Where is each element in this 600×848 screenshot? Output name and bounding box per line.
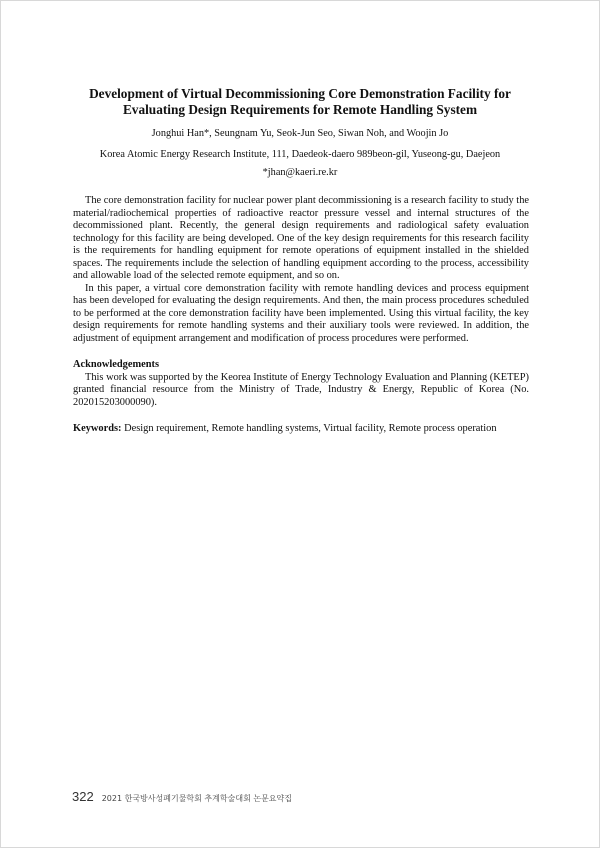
author-list: Jonghui Han*, Seungnam Yu, Seok-Jun Seo, Siwan Noh, and Woojin Jo — [151, 128, 449, 139]
keywords-text: Design requirement, Remote handling systems, Virtual facility, Remote process operation — [124, 423, 497, 434]
acknowledgements-text: This work was supported by the Keorea Institute of Energy Technology Evaluation and Planning (KETEP) granted financial resource from the Ministry of Trade, Industry & Energy, Republic of Korea (No. 202015203000090). — [73, 371, 529, 408]
paper-body — [73, 195, 529, 436]
affiliation: Korea Atomic Energy Research Institute, 111, Daedeok-daero 989beon-gil, Yuseong-gu, Daejeon — [99, 149, 501, 160]
corresponding-email: *jhan@kaeri.re.kr — [262, 167, 338, 178]
keywords-line — [73, 423, 529, 436]
page-number: 322 — [72, 789, 94, 804]
paper-title: Development of Virtual Decommissioning Core Demonstration Facility for Evaluating Design Requirements for Remote Handling System — [89, 86, 511, 117]
acknowledgements-heading: Acknowledgements — [73, 359, 160, 370]
keywords-label: Keywords: — [73, 423, 122, 434]
abstract-paragraph-1: The core demonstration facility for nuclear power plant decommissioning is a research facility to study the material/radiochemical properties of radioactive reactor pressure vessel and internal structures of the decommissioned plant. Recently, the general design requirements and radiological safety evaluation technology for this facility are being developed. One of the key design requirements for this research facility is the requirements for handling equipment for remote operations of equipment installed in the shielded spaces. The requirements include the selection of handling equipment according to the process, accessibility and allowable load of the selected remote equipment, and so on. — [73, 195, 529, 281]
abstract-paragraph-2: In this paper, a virtual core demonstration facility with remote handling devices and process equipment has been developed for evaluating the design requirements. And then, the main process procedures scheduled to be performed at the core demonstration facility have been implemented. Using this virtual facility, the key design requirements for remote handling systems and their auxiliary tools were reviewed. In addition, the adjustment of equipment arrangement and modification of process procedures were performed. — [73, 282, 529, 344]
page-footer — [72, 789, 292, 805]
conference-name: 2021 한국방사성폐기물학회 추계학술대회 논문요약집 — [101, 794, 292, 803]
